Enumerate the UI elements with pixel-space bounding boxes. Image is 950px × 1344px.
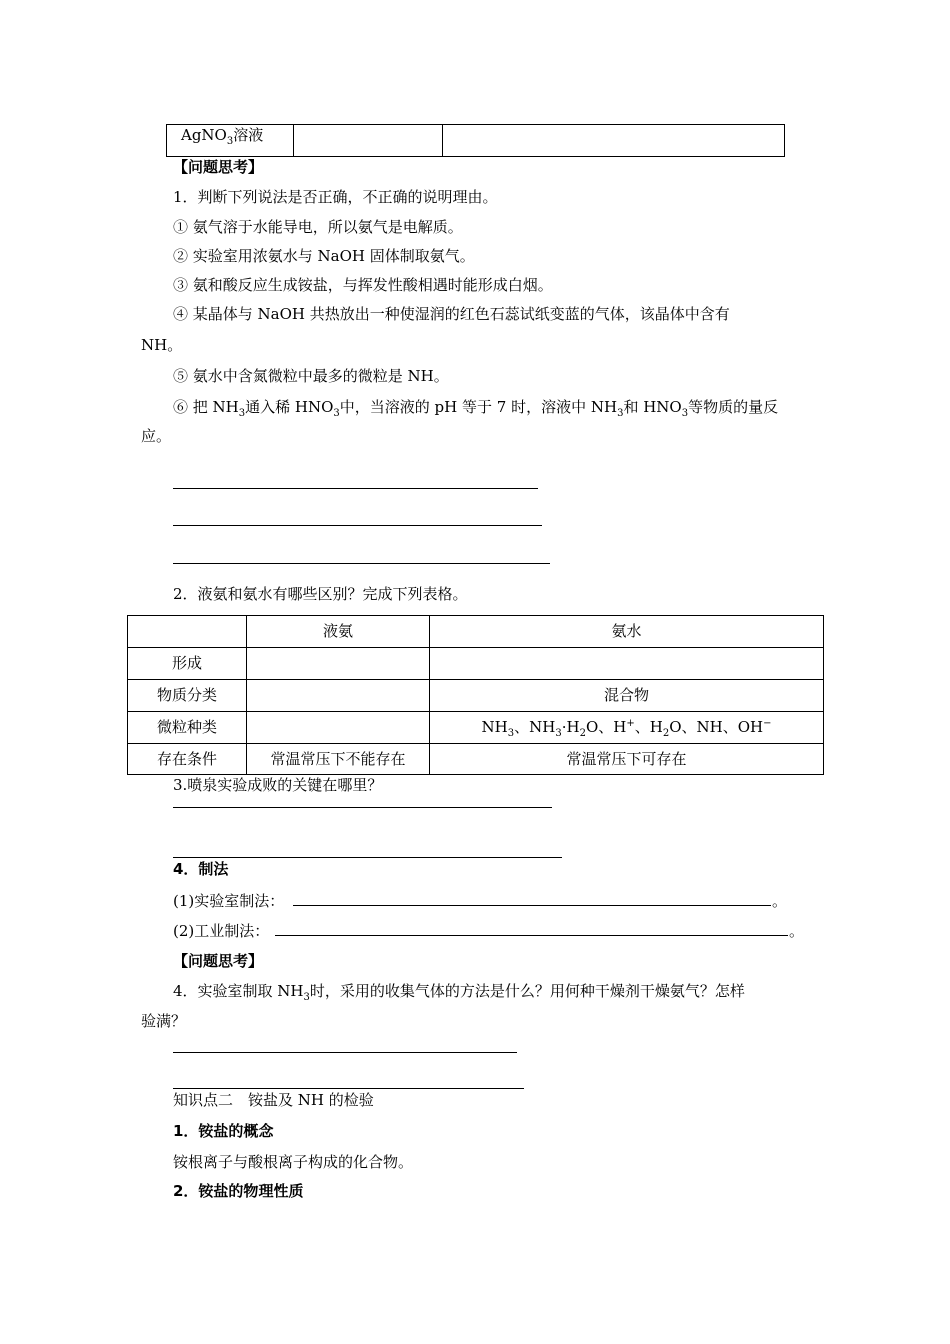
row-label-particles: 微粒种类 (128, 712, 247, 744)
table-row (128, 712, 824, 744)
kp2-heading-2: 2．铵盐的物理性质 (173, 1182, 304, 1200)
cell-classification-liquid[interactable] (247, 680, 430, 712)
q4-industry-end: 。 (789, 922, 805, 940)
row-label-classification: 物质分类 (128, 680, 247, 712)
cell-particles-aqueous: $NH_3$、$NH_3\cdot H_2O$、H+、$H_2O$、NH、OH− (430, 712, 824, 744)
cell-particles-liquid[interactable] (247, 712, 430, 744)
table-header-liquid-ammonia: 液氨 (247, 616, 430, 648)
answer-line-7[interactable] (173, 1088, 524, 1089)
cell-existence-liquid: 常温常压下不能存在 (247, 744, 430, 775)
q1-statement-4-line2: NH。 (141, 336, 183, 354)
row-label-existence: 存在条件 (128, 744, 247, 775)
top-table (166, 124, 785, 157)
q1-statement-1: ① 氨气溶于水能导电，所以氨气是电解质。 (173, 218, 463, 236)
q2-intro: 2．液氨和氨水有哪些区别？完成下列表格。 (173, 585, 468, 603)
section-heading-questions-2: 【问题思考】 (173, 952, 264, 970)
table-row (128, 680, 824, 712)
knowledge-point-2-title: 知识点二 铵盐及 NH 的检验 (173, 1091, 374, 1109)
cell-classification-aqueous: 混合物 (430, 680, 824, 712)
table-header-blank (128, 616, 247, 648)
q1-statement-6-line2: 应。 (141, 427, 172, 445)
table-row (128, 744, 824, 775)
q5-line1: 4．实验室制取 $NH_3$时，采用的收集气体的方法是什么？用何种干燥剂干燥氨气？怎样 (173, 982, 745, 1003)
q4-heading: 4．制法 (173, 860, 229, 878)
top-table-empty-cell-1[interactable] (294, 125, 443, 157)
q4-lab-end: 。 (772, 892, 788, 910)
q1-statement-5: ⑤ 氨水中含氮微粒中最多的微粒是 NH。 (173, 367, 449, 385)
q4-industry-label: (2)工业制法： (173, 922, 270, 940)
table-row (128, 648, 824, 680)
q1-statement-6-line1: ⑥ 把 $NH_3$通入稀 $HNO_3$中，当溶液的 pH 等于 7 时，溶液中 $NH_3$和 $HNO_3$等物质的量反 (173, 398, 779, 419)
answer-line-3[interactable] (173, 563, 550, 564)
q1-statement-4-line1: ④ 某晶体与 NaOH 共热放出一种使湿润的红色石蕊试纸变蓝的气体，该晶体中含有 (173, 305, 730, 323)
cell-formation-aqueous[interactable] (430, 648, 824, 680)
answer-line-4[interactable] (173, 807, 552, 808)
answer-line-1[interactable] (173, 488, 538, 489)
q4-lab-label: (1)实验室制法： (173, 892, 285, 910)
top-table-label-cell: AgNO$_3$溶液 (167, 125, 294, 157)
kp2-text-1: 铵根离子与酸根离子构成的化合物。 (173, 1153, 414, 1171)
section-heading-questions-1: 【问题思考】 (173, 158, 264, 176)
comparison-table (127, 615, 824, 775)
q1-statement-2: ② 实验室用浓氨水与 NaOH 固体制取氨气。 (173, 247, 475, 265)
q3-text: 3.喷泉实验成败的关键在哪里？ (173, 776, 383, 794)
top-table-empty-cell-2[interactable] (443, 125, 785, 157)
table-header-ammonia-water: 氨水 (430, 616, 824, 648)
answer-line-6[interactable] (173, 1052, 517, 1053)
q4-industry-blank[interactable] (275, 935, 788, 936)
answer-line-2[interactable] (173, 525, 542, 526)
q1-intro: 1．判断下列说法是否正确，不正确的说明理由。 (173, 188, 498, 206)
cell-formation-liquid[interactable] (247, 648, 430, 680)
cell-existence-aqueous: 常温常压下可存在 (430, 744, 824, 775)
answer-line-5[interactable] (173, 857, 562, 858)
q4-lab-blank[interactable] (293, 905, 771, 906)
row-label-formation: 形成 (128, 648, 247, 680)
kp2-heading-1: 1．铵盐的概念 (173, 1122, 274, 1140)
q1-statement-3: ③ 氨和酸反应生成铵盐，与挥发性酸相遇时能形成白烟。 (173, 276, 553, 294)
q5-line2: 验满？ (141, 1012, 187, 1030)
